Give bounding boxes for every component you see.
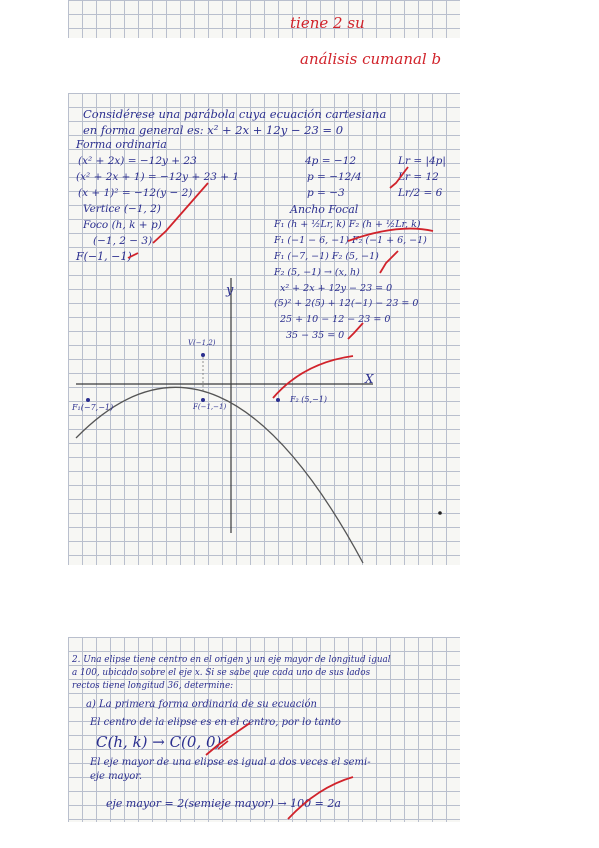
forma-ordinaria-label: Forma ordinaria	[76, 138, 167, 151]
f1-label: F₁(−7,−1)	[72, 403, 114, 412]
vertex-label: V(−1,2)	[188, 339, 216, 347]
step-left-6: (−1, 2 − 3)	[93, 235, 153, 247]
stray-dot	[438, 511, 442, 515]
step-left-3: (x + 1)² = −12(y − 2)	[78, 187, 193, 199]
focus-label: F(−1,−1)	[193, 403, 227, 411]
f2-label: F₂ (5,−1)	[290, 395, 327, 404]
red-check-4	[380, 251, 398, 273]
step-right-5: Lr = 12	[398, 171, 439, 183]
ancho-step-6: (5)² + 2(5) + 12(−1) − 23 = 0	[274, 298, 419, 309]
p2-statement-2: a 100, ubicado sobre el eje x. Si se sabe que cada uno de sus lados	[72, 668, 371, 678]
p2-line-eje-2: eje mayor.	[90, 771, 143, 782]
ancho-step-7: 25 + 10 − 12 − 23 = 0	[280, 314, 391, 325]
step-right-4: Lr = |4p|	[398, 155, 446, 167]
focus-point	[201, 398, 205, 402]
p2-line-chk: C(h, k) → C(0, 0)	[96, 733, 222, 751]
f1-point	[86, 398, 90, 402]
p2-line-formula: eje mayor = 2(semieje mayor) → 100 = 2a	[106, 797, 341, 810]
ancho-step-2: F₁ (−1 − 6, −1) F₂ (−1 + 6, −1)	[274, 235, 427, 246]
step-right-3: p = −3	[307, 187, 345, 199]
red-check-7	[273, 356, 353, 398]
p2-line-center: El centro de la elipse es en el centro, por lo tanto	[90, 717, 341, 728]
step-right-6: Lr/2 = 6	[398, 187, 443, 199]
ancho-step-5: x² + 2x + 12y − 23 = 0	[280, 283, 393, 294]
ancho-step-1: F₁ (h + ½Lr, k) F₂ (h + ½Lr, k)	[274, 219, 421, 230]
step-right-1: 4p = −12	[305, 155, 357, 167]
step-left-5: Foco (h, k + p)	[83, 219, 162, 231]
step-left-1: (x² + 2x) = −12y + 23	[78, 155, 197, 167]
ancho-step-3: F₁ (−7, −1) F₂ (5, −1)	[274, 251, 379, 262]
statement-line-1: Considérese una parábola cuya ecuación cartesiana	[83, 107, 387, 121]
f2-point	[276, 398, 280, 402]
y-axis-label: y	[226, 283, 234, 298]
p2-statement-1: 2. Una elipse tiene centro en el origen y un eje mayor de longitud igual	[72, 655, 391, 665]
vertex-point	[201, 353, 205, 357]
p2-line-eje-1: El eje mayor de una elipse es igual a dos veces el semi-	[90, 757, 371, 768]
ancho-step-4: F₂ (5, −1) → (x, h)	[274, 267, 360, 278]
top-note-line2: análisis cumanal b	[300, 50, 442, 68]
parabola-curve	[76, 387, 363, 563]
p2-statement-3: rectos tiene longitud 36, determine:	[72, 681, 234, 691]
notebook-page-problem2	[68, 637, 460, 822]
ancho-step-8: 35 − 35 = 0	[286, 330, 345, 341]
statement-line-2: en forma general es: x² + 2x + 12y − 23 = 0	[83, 123, 344, 137]
step-left-7: F(−1, −1)	[76, 250, 132, 263]
x-axis-label: X	[365, 372, 374, 386]
p2-part-a: a) La primera forma ordinaria de su ecuación	[86, 699, 318, 710]
ancho-focal-label: Ancho Focal	[290, 203, 359, 216]
red-check-6	[348, 323, 363, 339]
notebook-page-problem1	[68, 93, 460, 565]
step-right-2: p = −12/4	[307, 171, 362, 183]
notebook-page-top	[68, 0, 460, 38]
top-note-line1: tiene 2 su	[290, 14, 365, 32]
step-left-4: Vertice (−1, 2)	[83, 203, 161, 215]
step-left-2: (x² + 2x + 1) = −12y + 23 + 1	[76, 171, 240, 183]
